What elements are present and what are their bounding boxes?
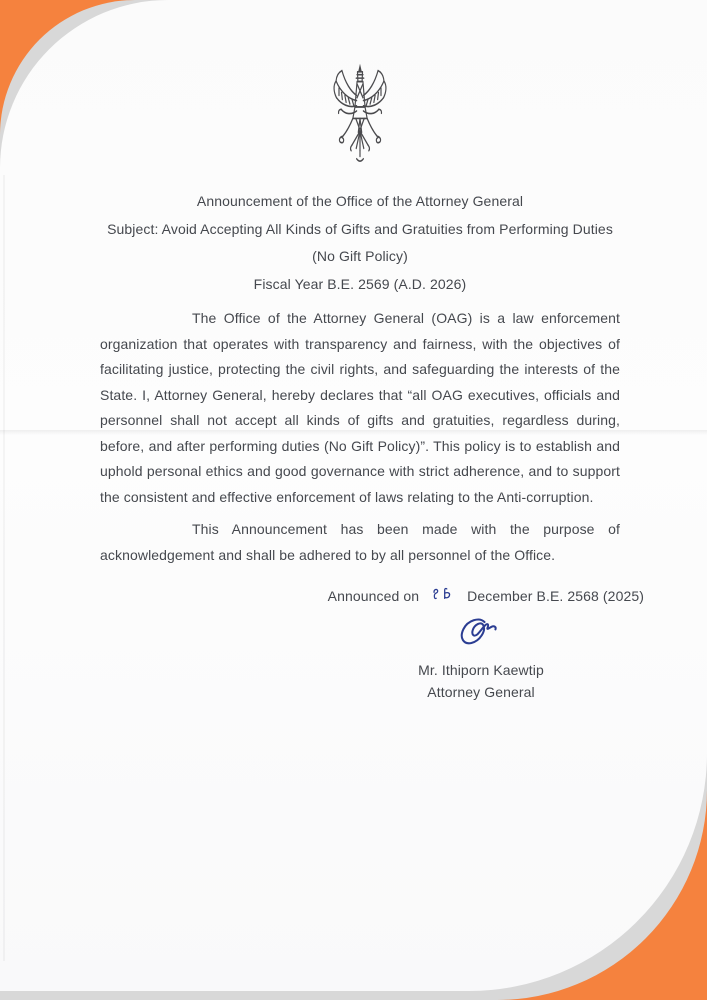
letter-header <box>100 188 620 298</box>
body-paragraph-2: This Announcement has been made with the purpose of acknowledgement and shall be adhered to by all personnel of the Office. <box>100 521 620 563</box>
signature-block <box>346 614 616 703</box>
announced-on-line <box>100 584 644 604</box>
signatory-title: Attorney General <box>427 684 535 700</box>
signatory-name: Mr. Ithiporn Kaewtip <box>418 662 544 678</box>
signature-scribble-icon <box>453 614 509 651</box>
announced-prefix: Announced on <box>327 588 420 604</box>
letter-content <box>100 0 644 703</box>
body-paragraph-1: The Office of the Attorney General (OAG) is a law enforcement organization that operates with transparency and fairness, with the objectives of facilitating justice, protecting the civil rights, and safeguarding the interests of the State. I, Attorney General, hereby declares that “all OAG executives, officials and personnel shall not accept all kinds of gifts and gratuities, regardless during, before, and after performing duties (No Gift Policy)”. This policy is to establish and uphold personal ethics and good governance with strict adherence, and to support the consistent and effective enforcement of laws relating to the Anti-corruption. <box>100 310 620 505</box>
handwritten-date-numerals <box>430 586 456 603</box>
subject-line: Subject: Avoid Accepting All Kinds of Gifts and Gratuities from Performing Duties <box>107 220 613 237</box>
announced-suffix: December B.E. 2568 (2025) <box>467 588 644 604</box>
page-edge-line <box>3 175 5 961</box>
garuda-emblem-icon <box>318 62 402 168</box>
announcement-title: Announcement of the Office of the Attorney General <box>196 193 524 209</box>
fiscal-year-line: Fiscal Year B.E. 2569 (A.D. 2026) <box>253 275 467 292</box>
no-gift-policy-line: (No Gift Policy) <box>312 248 408 264</box>
